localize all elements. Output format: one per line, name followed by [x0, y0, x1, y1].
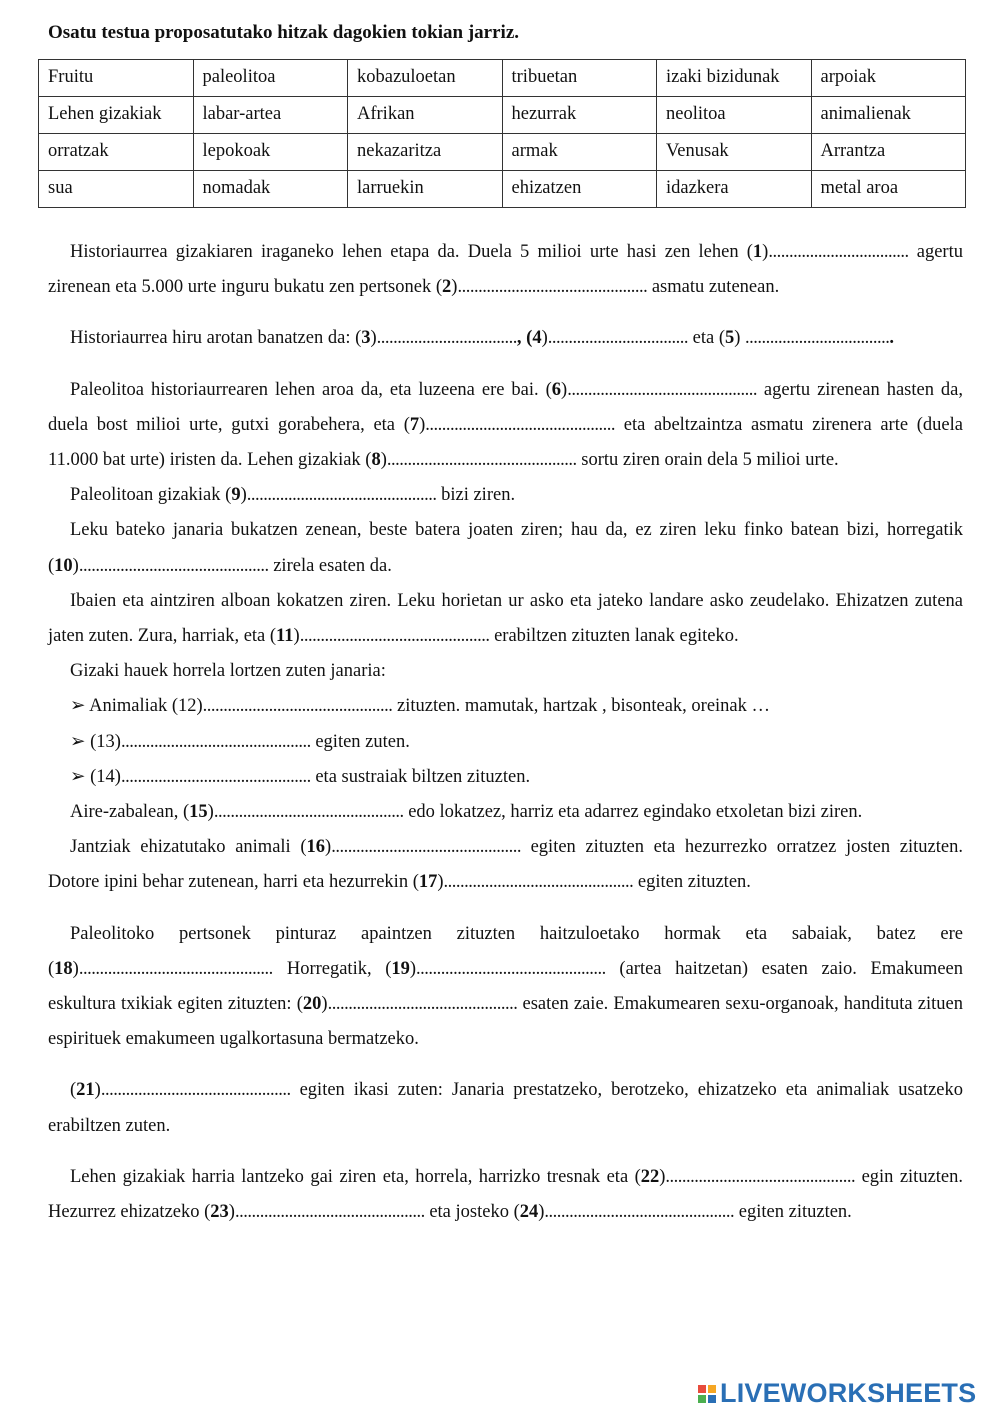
text-run: )	[370, 328, 377, 349]
paragraph-10	[48, 917, 963, 1058]
text-run: (13)	[85, 731, 121, 752]
word-bank-cell: animalienak	[811, 97, 966, 134]
text-run: egiten zuten.	[310, 731, 410, 752]
list-item	[48, 725, 963, 760]
paragraph-6	[48, 584, 963, 654]
blank-2[interactable]: ..............................................	[457, 277, 648, 298]
word-bank-cell: labar-artea	[193, 97, 348, 134]
blank-number: 10	[54, 555, 73, 576]
text-run: .	[889, 328, 895, 349]
word-bank-cell: nomadak	[193, 171, 348, 208]
blank-6[interactable]: ..............................................	[567, 379, 757, 400]
paragraph-5	[48, 513, 963, 583]
blank-number: 9	[231, 485, 241, 506]
text-run: agertu zirenean eta 5.000 urte inguru bukatu zen pertsonek (	[48, 242, 963, 298]
paragraph-12	[48, 1160, 963, 1230]
blank-number: 19	[391, 958, 410, 979]
text-run: Paleolitoan gizakiak (	[70, 485, 232, 506]
text-run: eta sustraiak biltzen zituzten.	[310, 766, 531, 787]
blank-23[interactable]: ..............................................	[234, 1202, 425, 1223]
blank-number: 11	[276, 626, 294, 647]
blank-number: 18	[54, 958, 73, 979]
word-bank-cell: hezurrak	[502, 97, 657, 134]
text-run: )	[94, 1080, 101, 1101]
text-run: sortu ziren orain dela 5 milioi urte.	[576, 450, 839, 471]
worksheet-text	[48, 235, 963, 1230]
blank-4[interactable]: ..................................	[547, 328, 689, 349]
paragraph-2	[48, 321, 963, 356]
text-run: Jantziak ehizatutako animali (	[70, 837, 307, 858]
blank-7[interactable]: ..............................................	[425, 414, 616, 435]
blank-15[interactable]: ..............................................	[213, 802, 404, 823]
blank-number: 22	[640, 1166, 660, 1187]
text-run: zirela esaten da.	[268, 555, 392, 576]
blank-number: 5	[725, 328, 735, 349]
blank-21[interactable]: ..............................................	[100, 1080, 291, 1101]
word-bank-cell: lepokoak	[193, 134, 348, 171]
blank-number: 20	[302, 994, 322, 1015]
blank-10[interactable]: ..............................................	[78, 555, 269, 576]
text-run: bizi ziren.	[436, 485, 516, 506]
blank-8[interactable]: ..............................................	[386, 450, 577, 471]
text-run: egiten zituzten.	[633, 872, 751, 893]
text-run: )	[538, 1202, 545, 1223]
text-run: )	[380, 450, 387, 471]
text-run: Ibaien eta aintziren alboan kokatzen ziren. Leku horietan ur asko eta jateko landare asko zeudelako. Ehizatzen zutena jaten zuten. Zura, harriak, eta (	[48, 590, 963, 647]
arrow-bullet-icon: ➢	[70, 731, 86, 752]
text-run: Aire-zabalean, (	[70, 802, 190, 823]
blank-19[interactable]: ..............................................	[416, 958, 606, 979]
list-item	[48, 760, 963, 795]
text-run: Paleolitoa historiaurrearen lehen aroa da, eta luzeena ere bai. (	[70, 379, 552, 400]
blank-number: 8	[371, 450, 381, 471]
text-run: )	[541, 328, 548, 349]
text-run: )	[409, 958, 417, 979]
logo-square	[698, 1385, 706, 1393]
text-run: Historiaurrea hiru arotan banatzen da: (	[70, 328, 362, 349]
text-run: , (	[516, 328, 533, 349]
paragraph-1	[48, 235, 963, 305]
word-bank-table	[38, 59, 966, 208]
word-bank-cell: neolitoa	[657, 97, 812, 134]
text-run: zituzten. mamutak, hartzak , bisonteak, oreinak …	[392, 696, 771, 717]
blank-13[interactable]: ..............................................	[120, 731, 311, 752]
blank-11[interactable]: ..............................................	[299, 626, 490, 647]
text-run: )	[561, 379, 568, 400]
word-bank-cell: orratzak	[39, 134, 194, 171]
blank-22[interactable]: ..............................................	[665, 1166, 856, 1187]
paragraph-7: Gizaki hauek horrela lortzen zuten janaria:	[70, 661, 386, 682]
blank-12[interactable]: ..............................................	[202, 696, 393, 717]
blank-16[interactable]: ..............................................	[331, 837, 521, 858]
text-run: Paleolitoko pertsonek pinturaz apaintzen zituzten haitzuloetako hormak eta sabaiak, batez ere (	[48, 923, 963, 979]
word-bank-row	[39, 60, 966, 97]
blank-number: 4	[532, 328, 542, 349]
blank-number: 15	[189, 802, 208, 823]
word-bank-cell: ehizatzen	[502, 171, 657, 208]
text-run: )	[228, 1202, 235, 1223]
word-bank-row	[39, 97, 966, 134]
text-run: eta josteko (	[424, 1202, 520, 1223]
text-run: )	[207, 802, 214, 823]
blank-24[interactable]: ..............................................	[544, 1202, 735, 1223]
word-bank-cell: nekazaritza	[348, 134, 503, 171]
text-run: Lehen gizakiak harria lantzeko gai ziren eta, horrela, harrizko tresnak eta (	[70, 1166, 641, 1187]
arrow-bullet-icon: ➢	[70, 696, 86, 717]
text-run: )	[451, 277, 458, 298]
logo-icon	[698, 1385, 716, 1403]
paragraph-11	[48, 1073, 963, 1143]
text-run: )	[72, 555, 79, 576]
blank-17[interactable]: ..............................................	[443, 872, 634, 893]
text-run: egin zituzten. Hezurrez ehizatzeko (	[48, 1166, 964, 1223]
arrow-bullet-icon: ➢	[70, 766, 86, 787]
word-bank-cell: Venusak	[657, 134, 812, 171]
text-run: Leku bateko janaria bukatzen zenean, beste batera joaten ziren; hau da, ez ziren leku finko batean bizi, horregatik (	[48, 520, 963, 576]
word-bank-cell: Lehen gizakiak	[39, 97, 194, 134]
blank-number: 17	[418, 872, 438, 893]
text-run: )	[72, 958, 79, 979]
blank-number: 2	[442, 277, 452, 298]
text-run: eta (	[688, 328, 725, 349]
text-run: egiten zituzten.	[734, 1202, 852, 1223]
text-run: egiten zituzten eta hezurrezko orratzez josten zituzten. Dotore ipini behar zutenean, harri eta hezurrekin (	[48, 837, 963, 893]
text-run: asmatu zutenean.	[647, 277, 780, 298]
blank-20[interactable]: ..............................................	[327, 994, 518, 1015]
text-run: (artea haitzetan) esaten zaio. Emakumeen eskultura txikiak egiten zituzten: (	[48, 958, 963, 1015]
text-run: eta abeltzaintza asmatu zirenera arte (duela 11.000 bat urte) iristen da. Lehen gizakiak (	[48, 414, 963, 471]
text-run: )	[437, 872, 444, 893]
text-run: erabiltzen zituzten lanak egiteko.	[489, 626, 739, 647]
text-run: esaten zaie. Emakumearen sexu-organoak, handituta zituen espirituek emakumeen ugalkortasuna bermatzeko.	[48, 994, 963, 1050]
blank-3[interactable]: ..................................	[376, 328, 517, 349]
word-bank-cell: izaki bizidunak	[657, 60, 812, 97]
text-run: )	[240, 485, 247, 506]
text-run: )	[325, 837, 332, 858]
text-run: )	[659, 1166, 666, 1187]
blank-number: 7	[409, 414, 420, 435]
text-run: agertu zirenean hasten da, duela bost milioi urte, gutxi gorabehera, eta (	[48, 379, 964, 435]
blank-1[interactable]: ..................................	[768, 242, 909, 262]
blank-number: 21	[76, 1080, 95, 1101]
blank-number: 1	[752, 242, 763, 262]
paragraph-9	[48, 830, 963, 900]
logo-square	[698, 1395, 706, 1403]
word-bank-cell: armak	[502, 134, 657, 171]
logo-square	[708, 1385, 716, 1393]
word-bank-cell: larruekin	[348, 171, 503, 208]
word-bank-cell: kobazuloetan	[348, 60, 503, 97]
text-run: )	[293, 626, 300, 647]
worksheet-title: Osatu testua proposatutako hitzak dagokien tokian jarriz.	[48, 22, 520, 43]
paragraph-3	[48, 373, 963, 479]
text-run: )	[321, 994, 328, 1015]
blank-number: 3	[361, 328, 371, 349]
text-run: (	[70, 1080, 77, 1101]
word-bank-cell: metal aroa	[811, 171, 966, 208]
word-bank-cell: Arrantza	[811, 134, 966, 171]
blank-number: 6	[551, 379, 562, 400]
paragraph-8	[48, 795, 963, 830]
blank-18[interactable]: ..............................................	[78, 958, 269, 979]
text-run: Animaliak (12)	[85, 696, 203, 717]
text-run: . Horregatik, (	[268, 958, 392, 979]
text-run: )	[419, 414, 426, 435]
text-run: egiten ikasi zuten: Janaria prestatzeko, berotzeko, ehizatzeko eta animaliak usatzeko erabiltzen zuten.	[48, 1080, 963, 1136]
word-bank-cell: Fruitu	[39, 60, 194, 97]
word-bank-row	[39, 171, 966, 208]
word-bank-cell: Afrikan	[348, 97, 503, 134]
word-bank-cell: idazkera	[657, 171, 812, 208]
logo-square	[708, 1395, 716, 1403]
word-bank-cell: paleolitoa	[193, 60, 348, 97]
liveworksheets-logo	[698, 1378, 976, 1409]
blank-number: 23	[210, 1202, 229, 1223]
logo-text: LIVEWORKSHEETS	[720, 1378, 977, 1408]
text-run: )	[762, 242, 769, 262]
blank-14[interactable]: ..............................................	[120, 766, 311, 787]
word-bank-cell: arpoiak	[811, 60, 966, 97]
list-item	[48, 689, 963, 724]
blank-number: 16	[306, 837, 326, 858]
blank-number: 24	[519, 1202, 539, 1223]
paragraph-4	[48, 478, 963, 513]
word-bank-cell: tribuetan	[502, 60, 657, 97]
word-bank-cell: sua	[39, 171, 194, 208]
blank-5[interactable]: ...................................	[745, 328, 890, 349]
text-run: (14)	[85, 766, 121, 787]
text-run: Historiaurrea gizakiaren iraganeko lehen etapa da. Duela 5 milioi urte hasi zen lehen (	[70, 242, 753, 262]
blank-9[interactable]: ..............................................	[246, 485, 437, 506]
text-run: )	[734, 328, 746, 349]
word-bank-row	[39, 134, 966, 171]
text-run: edo lokatzez, harriz eta adarrez egindako etxoletan bizi ziren.	[403, 802, 863, 823]
